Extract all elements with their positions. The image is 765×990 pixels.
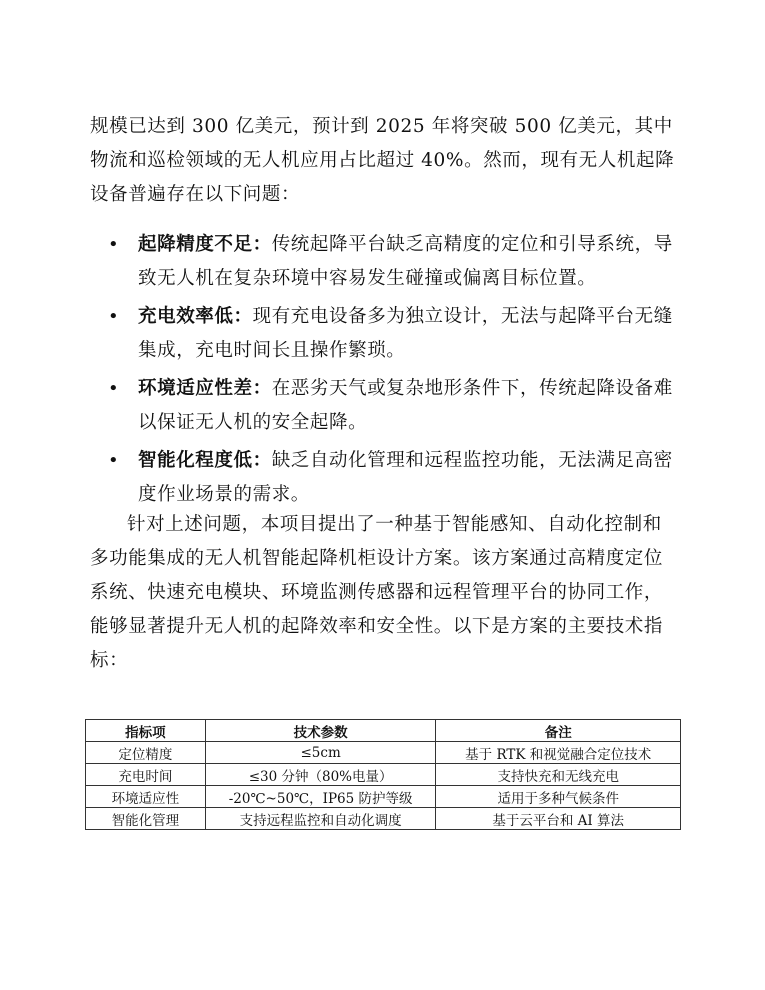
list-item <box>108 372 688 440</box>
bullet-icon: • <box>108 306 120 327</box>
table-cell: 基于 RTK 和视觉融合定位技术 <box>436 742 681 764</box>
issue-term: 智能化程度低： <box>138 450 272 471</box>
table-cell: 支持快充和无线充电 <box>436 764 681 786</box>
bullet-icon: • <box>108 378 120 399</box>
issues-list <box>108 228 688 516</box>
list-item <box>108 300 688 368</box>
issue-text: 缺乏自动化管理和远程监控功能，无法满足高密度作业场景的需求。 <box>138 450 673 505</box>
table-cell: 环境适应性 <box>86 786 206 808</box>
issue-term: 环境适应性差： <box>138 378 272 399</box>
table-cell: 适用于多种气候条件 <box>436 786 681 808</box>
table-header-row <box>86 720 681 742</box>
table-cell: 基于云平台和 AI 算法 <box>436 808 681 830</box>
table-cell: ≤5cm <box>205 742 436 764</box>
table-row <box>86 764 681 786</box>
table-cell: 充电时间 <box>86 764 206 786</box>
table-cell: 支持远程监控和自动化调度 <box>205 808 436 830</box>
issue-text: 传统起降平台缺乏高精度的定位和引导系统，导致无人机在复杂环境中容易发生碰撞或偏离目标位置。 <box>138 234 673 289</box>
issue-text: 现有充电设备多为独立设计，无法与起降平台无缝集成，充电时间长且操作繁琐。 <box>138 306 673 361</box>
bullet-icon: • <box>108 450 120 471</box>
table-cell: 智能化管理 <box>86 808 206 830</box>
list-item <box>108 228 688 296</box>
table-row <box>86 808 681 830</box>
spec-table <box>85 719 681 830</box>
issue-text: 在恶劣天气或复杂地形条件下，传统起降设备难以保证无人机的安全起降。 <box>138 378 673 433</box>
table-cell: ≤30 分钟（80%电量） <box>205 764 436 786</box>
table-cell: -20℃~50℃，IP65 防护等级 <box>205 786 436 808</box>
list-item <box>108 444 688 512</box>
header-cell: 备注 <box>436 720 681 742</box>
header-cell: 指标项 <box>86 720 206 742</box>
summary-paragraph: 针对上述问题，本项目提出了一种基于智能感知、自动化控制和多功能集成的无人机智能起降机柜设计方案。该方案通过高精度定位系统、快速充电模块、环境监测传感器和远程管理平台的协同工作，能够显著提升无人机的起降效率和安全性。以下是方案的主要技术指标： <box>90 514 664 671</box>
intro-paragraph: 规模已达到 300 亿美元，预计到 2025 年将突破 500 亿美元，其中物流和巡检领域的无人机应用占比超过 40%。然而，现有无人机起降设备普遍存在以下问题： <box>90 116 675 205</box>
issue-term: 起降精度不足： <box>138 234 272 255</box>
table-row <box>86 786 681 808</box>
issue-term: 充电效率低： <box>138 306 253 327</box>
table-cell: 定位精度 <box>86 742 206 764</box>
header-cell: 技术参数 <box>205 720 436 742</box>
table-row <box>86 742 681 764</box>
bullet-icon: • <box>108 234 120 255</box>
